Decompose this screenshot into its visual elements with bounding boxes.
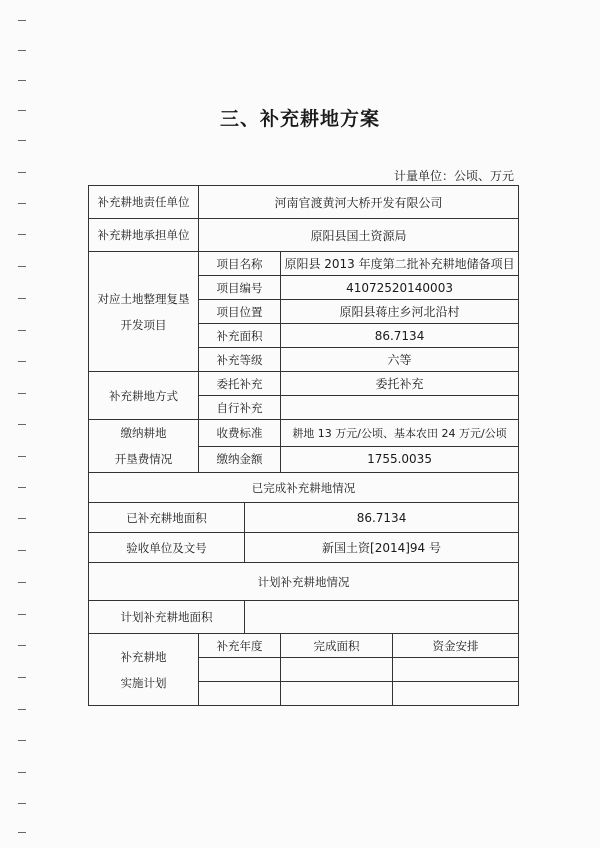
project-grade-value: 六等 (281, 348, 519, 372)
entrust-value: 委托补充 (281, 372, 519, 396)
project-label-line1: 对应土地整理复垦 (97, 291, 190, 306)
table-row (89, 601, 519, 634)
plan-label (89, 634, 199, 706)
table-row (89, 634, 519, 658)
page-title: 三、补充耕地方案 (219, 108, 380, 130)
plan-year-cell (199, 658, 281, 682)
table-row (89, 219, 519, 252)
method-label: 补充耕地方式 (89, 372, 199, 420)
table-row (89, 473, 519, 503)
fee-label (89, 420, 199, 473)
fee-amount-label: 缴纳金额 (199, 446, 281, 473)
table-row (89, 372, 519, 396)
project-name-label: 项目名称 (199, 252, 281, 276)
plan-label-line1: 补充耕地 (120, 649, 167, 664)
project-grade-label: 补充等级 (199, 348, 281, 372)
fee-label-line1: 缴纳耕地 (120, 426, 167, 440)
plan-year-cell (199, 682, 281, 706)
project-label (89, 252, 199, 372)
responsible-unit-label: 补充耕地责任单位 (89, 186, 199, 219)
project-code-value: 41072520140003 (281, 276, 519, 300)
table-row (89, 503, 519, 533)
project-label-line2: 开发项目 (120, 317, 167, 332)
plan-funds-cell (393, 682, 519, 706)
fee-standard-label: 收费标准 (199, 420, 281, 447)
project-area-value: 86.7134 (281, 324, 519, 348)
project-code-label: 项目编号 (199, 276, 281, 300)
table-row (89, 186, 519, 219)
table-row (89, 563, 519, 601)
responsible-unit-value: 河南官渡黄河大桥开发有限公司 (199, 186, 519, 219)
plan-label-line2: 实施计划 (120, 675, 167, 690)
self-label: 自行补充 (199, 396, 281, 420)
entrust-label: 委托补充 (199, 372, 281, 396)
fee-label-line2: 开垦费情况 (114, 452, 173, 466)
project-location-label: 项目位置 (199, 300, 281, 324)
table-row (89, 252, 519, 276)
acceptance-value: 新国土资[2014]94 号 (245, 533, 519, 563)
self-value (281, 396, 519, 420)
undertaking-unit-label: 补充耕地承担单位 (89, 219, 199, 252)
fee-standard-value: 耕地 13 万元/公顷、基本农田 24 万元/公顷 (281, 420, 519, 447)
table-row (89, 420, 519, 447)
undertaking-unit-value: 原阳县国土资源局 (199, 219, 519, 252)
measurement-unit: 计量单位：公顷、万元 (393, 169, 514, 183)
plan-area-cell (281, 682, 393, 706)
project-area-label: 补充面积 (199, 324, 281, 348)
planned-area-label: 计划补充耕地面积 (89, 601, 245, 634)
project-name-value: 原阳县 2013 年度第二批补充耕地储备项目 (281, 252, 519, 276)
table-row (89, 533, 519, 563)
completed-section-header: 已完成补充耕地情况 (89, 473, 519, 503)
project-location-value: 原阳县蒋庄乡河北沿村 (281, 300, 519, 324)
plan-area-cell (281, 658, 393, 682)
completed-area-label: 已补充耕地面积 (89, 503, 245, 533)
plan-funds-header: 资金安排 (393, 634, 519, 658)
plan-year-header: 补充年度 (199, 634, 281, 658)
supplementary-farmland-table (88, 185, 519, 706)
planned-area-value (245, 601, 519, 634)
plan-area-header: 完成面积 (281, 634, 393, 658)
completed-area-value: 86.7134 (245, 503, 519, 533)
fee-amount-value: 1755.0035 (281, 446, 519, 473)
plan-funds-cell (393, 658, 519, 682)
planned-section-header: 计划补充耕地情况 (89, 563, 519, 601)
acceptance-label: 验收单位及文号 (89, 533, 245, 563)
